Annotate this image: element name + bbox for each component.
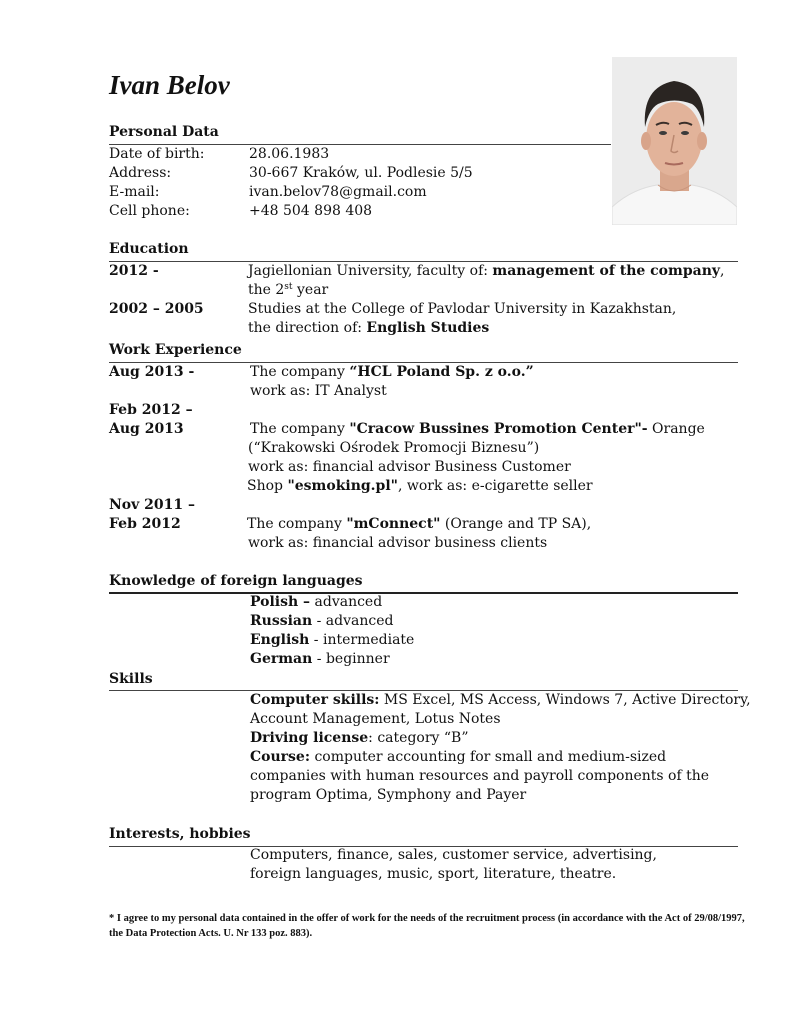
skills-line: Course: computer accounting for small and medium-sized: [250, 749, 667, 765]
divider: [109, 144, 611, 145]
skills-line: Computer skills: MS Excel, MS Access, Windows 7, Active Directory,: [250, 692, 751, 708]
job-line: (“Krakowski Ośrodek Promocji Biznesu”): [248, 440, 540, 456]
phone-label: Cell phone:: [109, 203, 190, 219]
email-value: ivan.belov78@gmail.com: [249, 184, 427, 200]
job-period: Feb 2012: [109, 516, 181, 532]
section-title-personal-data: Personal Data: [109, 124, 219, 140]
education-period: 2002 – 2005: [109, 301, 204, 317]
job-period: Aug 2013: [109, 421, 184, 437]
data-consent-footnote: * I agree to my personal data contained in the offer of work for the needs of the recruitment process (in accordance with the Act of 29/08/1997, the Data Protection Acts. U. Nr 133 poz. 883).: [109, 913, 745, 939]
interests-line: Computers, finance, sales, customer service, advertising,: [250, 847, 657, 863]
language-item: Russian - advanced: [250, 613, 394, 629]
language-item: Polish – advanced: [250, 594, 383, 610]
skills-line: companies with human resources and payroll components of the: [250, 768, 710, 784]
education-line: the 2st year: [248, 282, 329, 298]
job-line: The company "mConnect" (Orange and TP SA),: [247, 516, 592, 532]
address-value: 30-667 Kraków, ul. Podlesie 5/5: [249, 165, 473, 181]
address-label: Address:: [109, 165, 172, 181]
dob-label: Date of birth:: [109, 146, 205, 162]
education-line: Studies at the College of Pavlodar University in Kazakhstan,: [248, 301, 677, 317]
skills-line: program Optima, Symphony and Payer: [250, 787, 527, 803]
job-line: work as: IT Analyst: [250, 383, 387, 399]
email-label: E-mail:: [109, 184, 160, 200]
language-item: German - beginner: [250, 651, 390, 667]
phone-value: +48 504 898 408: [249, 203, 373, 219]
job-period: Aug 2013 -: [109, 364, 195, 380]
job-line: work as: financial advisor business clients: [248, 535, 548, 551]
skills-line: Account Management, Lotus Notes: [250, 711, 501, 727]
profile-photo: [612, 57, 737, 225]
section-title-education: Education: [109, 241, 189, 257]
job-period: Feb 2012 –: [109, 402, 193, 418]
divider: [109, 261, 738, 262]
interests-line: foreign languages, music, sport, literature, theatre.: [250, 866, 617, 882]
dob-value: 28.06.1983: [249, 146, 330, 162]
section-title-work-experience: Work Experience: [109, 342, 242, 358]
section-title-skills: Skills: [109, 671, 153, 687]
education-line: Jagiellonian University, faculty of: management of the company,: [248, 263, 725, 279]
job-period: Nov 2011 –: [109, 497, 195, 513]
job-line: The company “HCL Poland Sp. z o.o.”: [250, 364, 534, 380]
divider: [109, 362, 738, 363]
job-line: The company "Cracow Bussines Promotion Center"- Orange: [250, 421, 705, 437]
education-period: 2012 -: [109, 263, 159, 279]
section-title-interests: Interests, hobbies: [109, 826, 251, 842]
job-line: Shop "esmoking.pl", work as: e-cigarette seller: [247, 478, 593, 494]
section-title-languages: Knowledge of foreign languages: [109, 573, 363, 589]
skills-line: Driving license: category “B”: [250, 730, 469, 746]
education-line: the direction of: English Studies: [248, 320, 490, 336]
candidate-name: Ivan Belov: [109, 70, 230, 100]
divider: [109, 592, 738, 594]
divider: [109, 690, 738, 691]
language-item: English - intermediate: [250, 632, 415, 648]
job-line: work as: financial advisor Business Customer: [248, 459, 571, 475]
